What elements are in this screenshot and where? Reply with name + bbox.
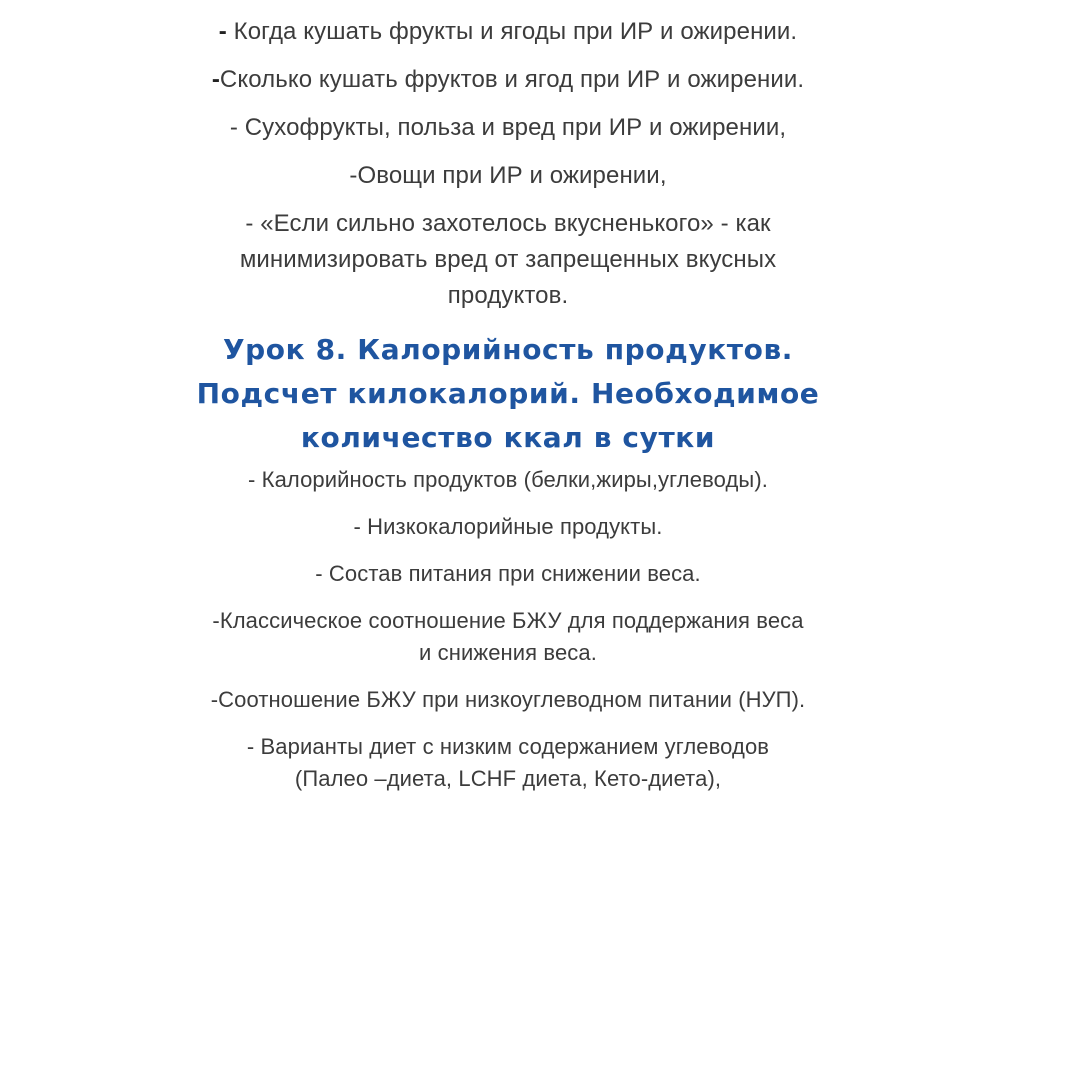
list-item-diet-variants: - Варианты диет с низким содержанием углеводов (Палео –диета, LCHF диета, Кето-диета), [246,734,770,791]
list-item-treats [210,206,806,314]
list-item-dried-fruits [210,110,806,146]
content-column [196,14,820,810]
list-item-text: Когда кушать фрукты и ягоды при ИР и ожирении. [226,18,798,45]
list-item-fruit-amount [210,62,806,98]
list-item-low-calorie: - Низкокалорийные продукты. [353,514,663,539]
bullet-dash: - [211,66,220,93]
list-item-calories: - Калорийность продуктов (белки,жиры,углеводы). [248,467,768,492]
lesson-8-heading: Урок 8. Калорийность продуктов. Подсчет килокалорий. Необходимое количество ккал в сутки [196,333,820,454]
list-item-text: Сколько кушать фруктов и ягод при ИР и ожирении. [219,66,805,93]
list-item-text: - «Если сильно захотелось вкусненького» - как минимизировать вред от запрещенных вкусных продуктов. [239,210,777,309]
list-item-low-carb-ratio: -Соотношение БЖУ при низкоуглеводном питании (НУП). [210,687,806,712]
list-item-fruit-timing [210,14,806,50]
list-item-diet-composition: - Состав питания при снижении веса. [315,561,701,586]
list-item-classic-ratio: -Классическое соотношение БЖУ для поддержания веса и снижения веса. [212,608,804,665]
list-item-text: - Сухофрукты, польза и вред при ИР и ожирении, [229,114,787,141]
bullet-dash: - [218,18,227,45]
list-item-vegetables [210,158,806,194]
list-item-text: -Овощи при ИР и ожирении, [349,162,667,189]
